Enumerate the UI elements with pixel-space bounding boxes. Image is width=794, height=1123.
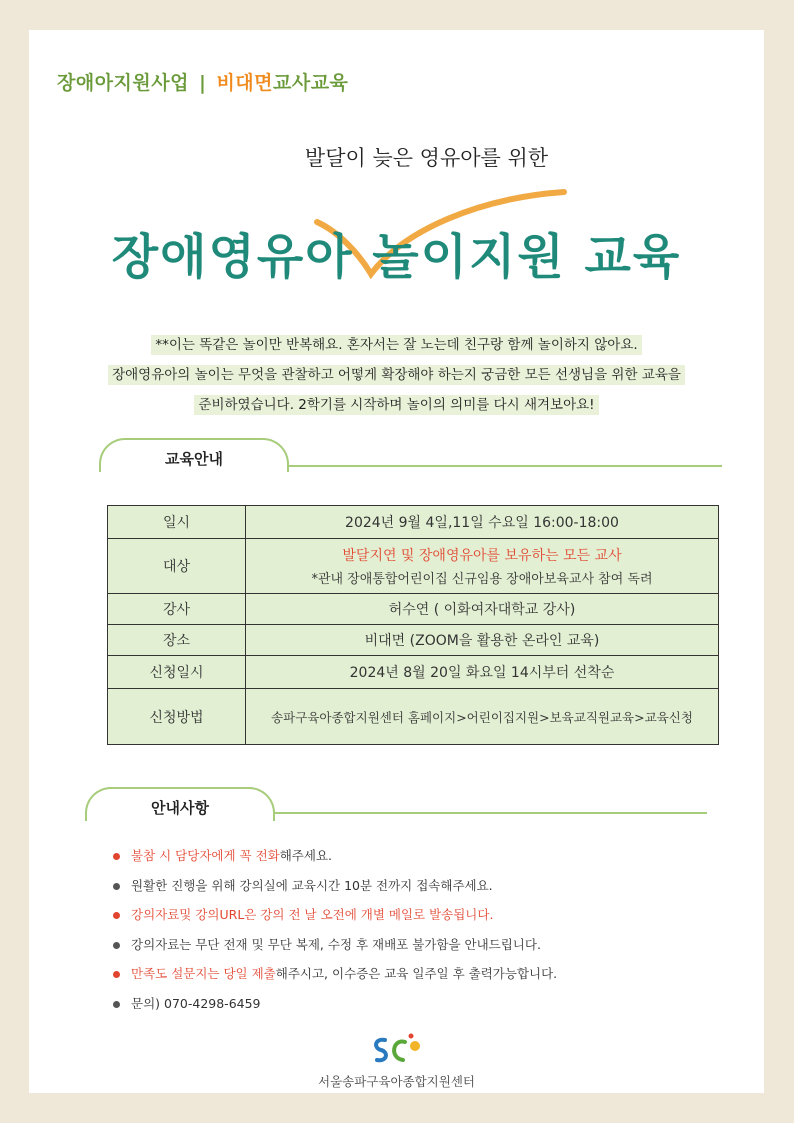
list-item: 원활한 진행을 위해 강의실에 교육시간 10분 전까지 접속해주세요.: [109, 876, 729, 906]
info-table: [107, 505, 719, 745]
list-item: 문의) 070-4298-6459: [109, 994, 729, 1024]
header-separator: |: [198, 72, 207, 94]
section-title-notice: 안내사항: [151, 799, 209, 817]
notice-list: [109, 846, 729, 1023]
section-divider-info: [287, 465, 722, 467]
target-main: 발달지연 및 장애영유아를 보유하는 모든 교사: [342, 548, 622, 564]
section-tab-info: [99, 438, 289, 472]
table-row: [108, 506, 719, 539]
intro-line-3: 준비하였습니다. 2학기를 시작하며 놀이의 의미를 다시 새겨보아요!: [194, 395, 598, 415]
row-value-place: 비대면 (ZOOM을 활용한 온라인 교육): [246, 625, 719, 656]
program-name: 장애아지원사업: [57, 72, 189, 94]
list-item: 불참 시 담당자에게 꼭 전화해주세요.: [109, 846, 729, 876]
section-title-info: 교육안내: [165, 450, 223, 468]
table-row: [108, 689, 719, 745]
bullet-icon: [113, 942, 120, 949]
list-item: 강의자료및 강의URL은 강의 전 날 오전에 개별 메일로 발송됩니다.: [109, 905, 729, 935]
row-key-target: 대상: [108, 539, 246, 594]
bullet-icon: [113, 912, 120, 919]
row-key-apply-date: 신청일시: [108, 656, 246, 689]
row-key-lecturer: 강사: [108, 594, 246, 625]
intro-text: [29, 330, 764, 420]
table-row: [108, 539, 719, 594]
list-item: 만족도 설문지는 당일 제출해주시고, 이수증은 교육 일주일 후 출력가능합니다.: [109, 964, 729, 994]
table-row: [108, 594, 719, 625]
org-name: 서울송파구육아종합지원센터: [318, 1074, 475, 1089]
row-value-date: 2024년 9월 4일,11일 수요일 16:00-18:00: [246, 506, 719, 539]
row-value-target: [246, 539, 719, 594]
list-item: 강의자료는 무단 전재 및 무단 복제, 수정 후 재배포 불가함을 안내드립니다.: [109, 935, 729, 965]
intro-line-1: **이는 똑같은 놀이만 반복해요. 혼자서는 잘 노는데 친구랑 함께 놀이하지 않아요.: [151, 335, 641, 355]
mode-highlight: 비대면: [216, 72, 273, 94]
row-value-lecturer: 허수연 ( 이화여자대학교 강사): [246, 594, 719, 625]
footer: [29, 1032, 764, 1090]
bullet-icon: [113, 883, 120, 890]
mode-rest: 교사교육: [273, 72, 349, 94]
row-value-apply-method: 송파구육아종합지원센터 홈페이지>어린이집지원>보육교직원교육>교육신청: [246, 689, 719, 745]
program-header: [57, 68, 348, 95]
table-row: [108, 625, 719, 656]
section-divider-notice: [273, 812, 707, 814]
bullet-icon: [113, 1001, 120, 1008]
center-logo-icon: [371, 1032, 423, 1066]
target-note: *관내 장애통합어린이집 신규임용 장애아보육교사 참여 독려: [311, 572, 653, 587]
table-row: [108, 656, 719, 689]
row-key-date: 일시: [108, 506, 246, 539]
main-title: 장애영유아 놀이지원 교육: [111, 229, 682, 285]
bullet-icon: [113, 853, 120, 860]
section-tab-notice: [85, 787, 275, 821]
intro-line-2: 장애영유아의 놀이는 무엇을 관찰하고 어떻게 확장해야 하는지 궁금한 모든 선생님을 위한 교육을: [108, 365, 685, 385]
row-value-apply-date: 2024년 8월 20일 화요일 14시부터 선착순: [246, 656, 719, 689]
row-key-place: 장소: [108, 625, 246, 656]
subtitle: 발달이 늦은 영유아를 위한: [304, 146, 549, 170]
row-key-apply-method: 신청방법: [108, 689, 246, 745]
bullet-icon: [113, 971, 120, 978]
flyer-page: [29, 30, 764, 1093]
